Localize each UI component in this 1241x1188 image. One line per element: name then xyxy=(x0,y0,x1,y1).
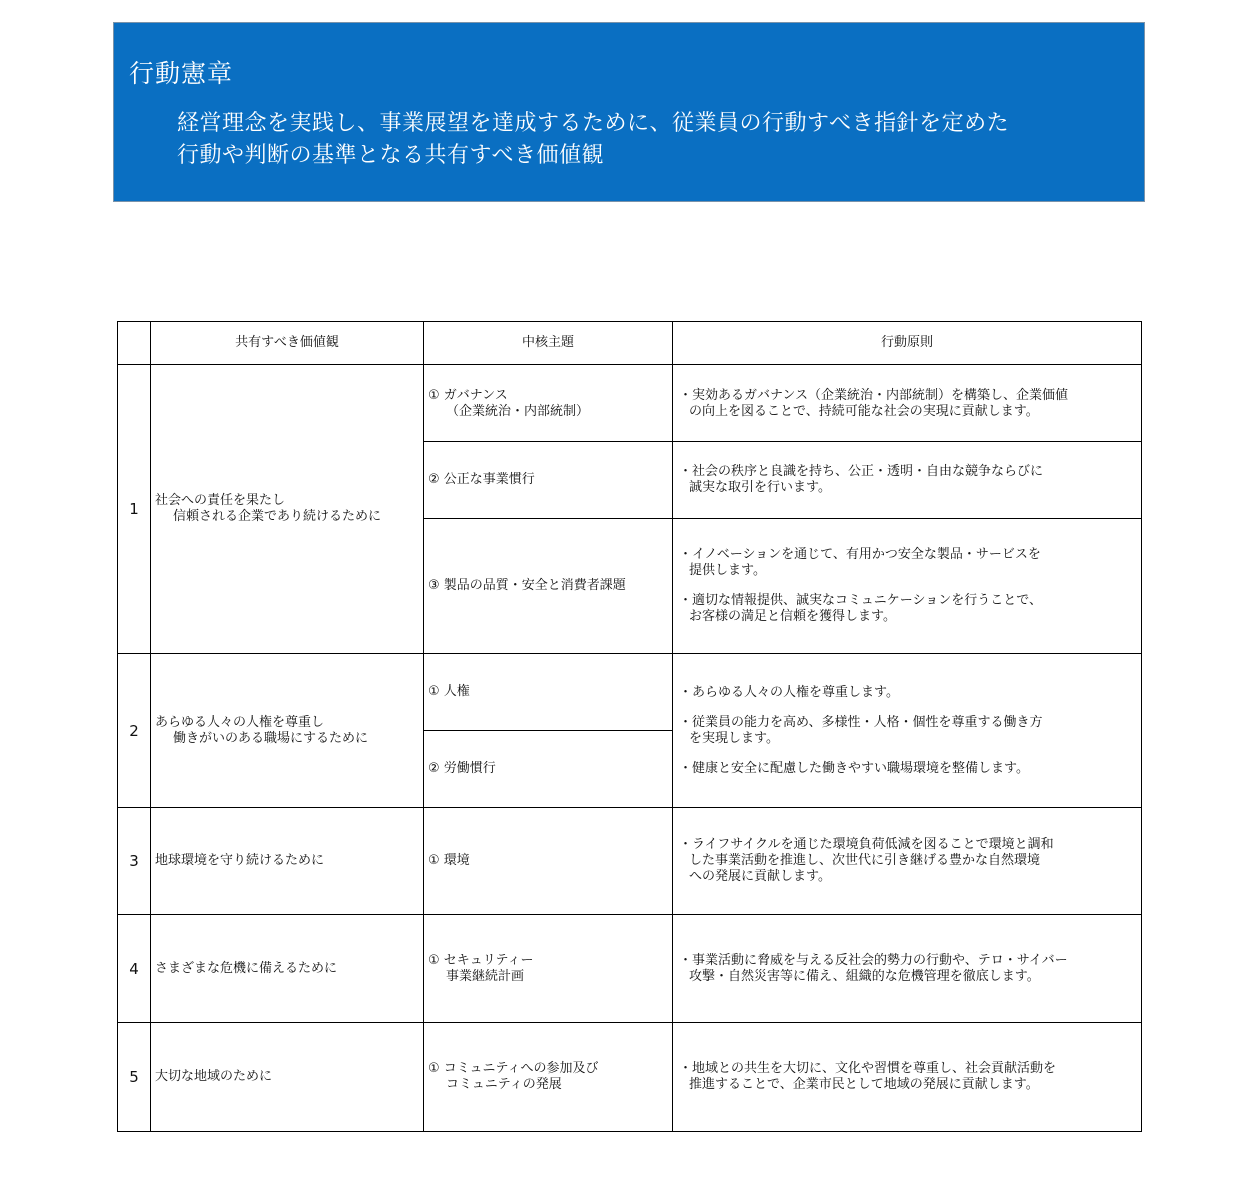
theme-cell xyxy=(423,914,673,1023)
value-line: 働きがいのある職場にするために xyxy=(173,730,369,746)
theme-cell xyxy=(423,441,673,519)
principle-cell xyxy=(672,518,1142,654)
theme-line: ③ 製品の品質・安全と消費者課題 xyxy=(428,578,626,593)
principle-line: 攻撃・自然災害等に備え、組織的な危機管理を徹底します。 xyxy=(689,968,1040,984)
value-line: 信頼される企業であり続けるために xyxy=(173,509,382,524)
principle-cell xyxy=(672,653,1142,808)
value-cell xyxy=(150,1022,424,1132)
value-line: さまざまな危機に備えるために xyxy=(155,960,338,976)
row-number: 3 xyxy=(117,807,151,915)
principle-item xyxy=(679,1061,1141,1093)
theme-line: 事業継続計画 xyxy=(446,968,525,984)
principle-cell xyxy=(672,914,1142,1023)
principle-cell xyxy=(672,441,1142,519)
principle-item xyxy=(679,388,1141,420)
principle-line: ・イノベーションを通じて、有用かつ安全な製品・サービスを xyxy=(679,547,1041,562)
principle-item xyxy=(679,715,1141,747)
row-number: 1 xyxy=(117,364,151,654)
theme-line: コミュニティの発展 xyxy=(446,1077,562,1092)
principle-line: お客様の満足と信頼を獲得します。 xyxy=(689,609,896,624)
principle-cell xyxy=(672,364,1142,442)
principle-line: ・健康と安全に配慮した働きやすい職場環境を整備します。 xyxy=(679,760,1029,776)
principle-line: ・事業活動に脅威を与える反社会的勢力の行動や、テロ・サイバー xyxy=(679,952,1068,968)
principle-line: した事業活動を推進し、次世代に引き継げる豊かな自然環境 xyxy=(689,853,1041,868)
banner-title: 行動憲章 xyxy=(129,59,234,88)
principle-line: を実現します。 xyxy=(689,730,779,746)
theme-cell xyxy=(423,364,673,442)
principle-item xyxy=(679,953,1141,985)
charter-table xyxy=(117,321,1142,1132)
header-number-cell xyxy=(117,321,151,365)
theme-line: ① ガバナンス xyxy=(428,388,508,403)
theme-cell xyxy=(423,807,673,915)
principle-item xyxy=(679,685,1141,701)
principle-line: ・社会の秩序と良識を持ち、公正・透明・自由な競争ならびに xyxy=(679,464,1044,479)
principle-line: ・従業員の能力を高め、多様性・人格・個性を尊重する働き方 xyxy=(679,714,1043,730)
theme-cell xyxy=(423,518,673,654)
value-line: 大切な地域のために xyxy=(155,1069,273,1084)
theme-cell xyxy=(423,730,673,808)
value-line: 地球環境を守り続けるために xyxy=(155,853,325,868)
principle-line: への発展に貢献します。 xyxy=(689,869,831,884)
header-principle: 行動原則 xyxy=(672,321,1142,365)
row-number: 5 xyxy=(117,1022,151,1132)
value-cell xyxy=(150,914,424,1023)
theme-line: ① コミュニティへの参加及び xyxy=(428,1061,599,1076)
principle-line: の向上を図ることで、持続可能な社会の実現に貢献します。 xyxy=(689,404,1039,419)
charter-banner xyxy=(113,22,1145,202)
principle-item xyxy=(679,761,1141,777)
header-value: 共有すべき価値観 xyxy=(150,321,424,365)
theme-line: ① 環境 xyxy=(428,853,470,868)
value-cell xyxy=(150,807,424,915)
principle-item xyxy=(679,593,1141,625)
banner-description-line: 経営理念を実践し、事業展望を達成するために、従業員の行動すべき指針を定めた xyxy=(177,111,1010,136)
row-number: 2 xyxy=(117,653,151,808)
principle-line: 推進することで、企業市民として地域の発展に貢献します。 xyxy=(689,1077,1039,1092)
row-number: 4 xyxy=(117,914,151,1023)
principle-line: 誠実な取引を行います。 xyxy=(689,480,831,495)
principle-item xyxy=(679,464,1141,496)
principle-line: ・あらゆる人々の人権を尊重します。 xyxy=(679,684,899,700)
theme-line: （企業統治・内部統制） xyxy=(446,404,590,419)
banner-description-line: 行動や判断の基準となる共有すべき価値観 xyxy=(177,143,605,168)
principle-cell xyxy=(672,1022,1142,1132)
value-line: あらゆる人々の人権を尊重し xyxy=(155,714,325,730)
header-theme: 中核主題 xyxy=(423,321,673,365)
value-cell xyxy=(150,653,424,808)
principle-line: ・実効あるガバナンス（企業統治・内部統制）を構築し、企業価値 xyxy=(679,388,1068,403)
banner-description xyxy=(177,108,1009,172)
principle-item xyxy=(679,547,1141,579)
theme-cell xyxy=(423,1022,673,1132)
principle-line: 提供します。 xyxy=(689,563,766,578)
value-cell xyxy=(150,364,424,654)
principle-item xyxy=(679,837,1141,885)
theme-line: ② 公正な事業慣行 xyxy=(428,472,535,487)
principle-line: ・ライフサイクルを通じた環境負荷低減を図ることで環境と調和 xyxy=(679,837,1054,852)
principle-line: ・適切な情報提供、誠実なコミュニケーションを行うことで、 xyxy=(679,593,1042,608)
theme-line: ② 労働慣行 xyxy=(428,761,496,776)
principle-cell xyxy=(672,807,1142,915)
theme-line: ① セキュリティー xyxy=(428,952,534,968)
theme-line: ① 人権 xyxy=(428,684,470,699)
principle-line: ・地域との共生を大切に、文化や習慣を尊重し、社会貢献活動を xyxy=(679,1061,1057,1076)
theme-cell xyxy=(423,653,673,731)
value-line: 社会への責任を果たし xyxy=(155,493,286,508)
